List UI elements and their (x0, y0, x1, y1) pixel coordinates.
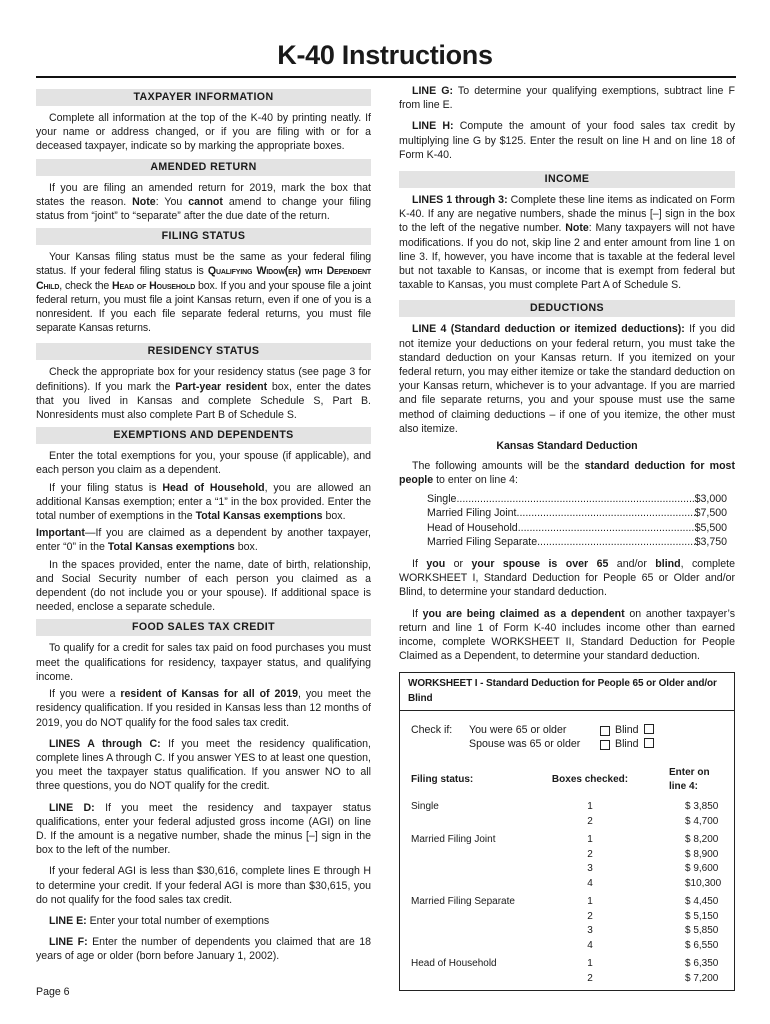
you-blind-item: Blind (615, 723, 654, 738)
table-row: Single 1 $ 3,850 (411, 801, 719, 813)
standard-deduction-intro: The following amounts will be the standard deduction for most people to enter on line 4: (399, 460, 735, 487)
section-heading-residency: RESIDENCY STATUS (36, 343, 371, 360)
title-rule (36, 76, 736, 78)
check-row-you (411, 723, 726, 738)
page-number: Page 6 (36, 986, 70, 998)
std-row: Married Filing Joint ..... $7,500 (427, 506, 735, 521)
col-enter-line-4: Enter on line 4: (669, 766, 710, 793)
section-heading-amended: AMENDED RETURN (36, 159, 371, 176)
amended-paragraph: If you are filing an amended return for 2019, mark the box that states the reason. Note: You cannot amend to change your filing status from “joint” to “separate” after the due date of the return. (36, 181, 372, 223)
worksheet-1 (399, 672, 735, 991)
table-row: Married Filing Separate 1 $ 4,450 (411, 896, 719, 908)
you-65-checkbox[interactable] (600, 726, 610, 736)
section-heading-food-sales: FOOD SALES TAX CREDIT (36, 619, 371, 636)
col-boxes-checked: Boxes checked: (551, 773, 629, 785)
filing-status-paragraph: Your Kansas filing status must be the same as your federal filing status. If your federal filing status is Qualifying Widow(er) with Dependent Child, check the Head of Household box. If you and your spouse file a joint federal return, you must file a joint Kansas return, even if one of you is a nonresident. If you each file separate federal returns, you must file separate Kansas returns. (36, 251, 372, 335)
spouse-blind-item: Blind (615, 737, 654, 752)
section-heading-taxpayer: TAXPAYER INFORMATION (36, 89, 371, 106)
table-row: 2 $ 5,150 (587, 910, 719, 922)
table-row: 2 $ 7,200 (587, 972, 719, 984)
table-row: 4 $10,300 (587, 877, 722, 889)
standard-deduction-title: Kansas Standard Deduction (496, 440, 638, 453)
food-agi-paragraph: If your federal AGI is less than $30,616, complete lines E through H to determine your credit. If your federal AGI is more than $30,615, you do not qualify for the food sales tax credit. (36, 865, 371, 906)
page-title: K-40 Instructions (277, 40, 493, 70)
table-row: 2 $ 4,700 (587, 815, 719, 827)
table-row: Head of Household 1 $ 6,350 (411, 958, 719, 970)
deductions-line-4: LINE 4 (Standard deduction or itemized deductions): If you did not itemize your deductions on your federal return, you must take the standard deduction on your Kansas return. If you itemized on your federal return, you may either itemize or take the standard deduction on your Kansas return, whichever is to your advantage. If you are married and file separate returns, you and your spouse must use the same method of claiming deductions – if one of you itemize, the other must also itemize. (399, 323, 735, 435)
food-lines-a-c: LINES A through C: If you meet the residency qualification, complete lines A through C. If you answer YES to at least one question, you meet the taxpayer status qualification. If you answer NO to all three questions, you do NOT qualify for the credit. (36, 737, 371, 793)
food-line-e: LINE E: Enter your total number of exemptions (49, 914, 270, 927)
col-filing-status: Filing status: (411, 773, 474, 785)
worksheet-body (400, 711, 734, 990)
taxpayer-paragraph: Complete all information at the top of the K-40 by printing neatly. If your name or address changed, or if you are filing with or for a deceased taxpayer, indicate so by marking the appropriate boxes. (36, 112, 371, 153)
line-h-paragraph: LINE H: Compute the amount of your food sales tax credit by multiplying line G by $125. Enter the result on line H and on line 18 of Form K-40. (399, 120, 735, 161)
exemptions-paragraph-4: In the spaces provided, enter the name, date of birth, relationship, and Social Security number of each person you claimed as a dependent (do not include you or your spouse). If additional space is needed, enclose a separate schedule. (36, 558, 371, 614)
worksheet-table (411, 766, 726, 986)
check-row-spouse (411, 737, 726, 752)
spouse-blind-checkbox[interactable] (644, 738, 654, 748)
table-row: 3 $ 5,850 (587, 925, 719, 937)
line-g-paragraph: LINE G: To determine your qualifying exemptions, subtract line F from line E. (399, 85, 736, 112)
over-65-paragraph: If you or your spouse is over 65 and/or blind, complete WORKSHEET I, Standard Deduction for People 65 or Older and/or Blind, to determine your standard deduction. (399, 558, 735, 599)
section-heading-deductions: DEDUCTIONS (399, 300, 735, 317)
you-blind-checkbox[interactable] (644, 724, 654, 734)
food-paragraph-1: To qualify for a credit for sales tax paid on food purchases you must meet the qualifications for residency, taxpayer status, and qualifying income. (36, 642, 371, 683)
food-line-d: LINE D: If you meet the residency and taxpayer status qualifications, enter your federal adjusted gross income (AGI) on line D. If the amount is a negative number, shade the minus [–] sign in the box to the left of the number. (36, 801, 371, 857)
food-paragraph-2: If you were a resident of Kansas for all of 2019, you meet the residency qualification. If you resided in Kansas less than 12 months of 2019, you do NOT qualify for the food sales tax credit. (36, 688, 371, 729)
section-heading-income: INCOME (399, 171, 735, 188)
residency-paragraph: Check the appropriate box for your residency status (see page 3 for definitions). If you mark the Part-year resident box, enter the dates that you lived in Kansas and complete Schedule S, Part B. Nonresidents must also complete Part B of Schedule S. (36, 366, 371, 422)
standard-deduction-list (427, 492, 735, 550)
std-row: Head of Household ..... $5,500 (427, 521, 735, 536)
spouse-65-checkbox[interactable] (600, 740, 610, 750)
worksheet-heading: WORKSHEET I - Standard Deduction for People 65 or Older and/or Blind (400, 673, 734, 710)
you-65-item: You were 65 or older (469, 723, 615, 738)
exemptions-paragraph-3: Important—If you are claimed as a dependent by another taxpayer, enter “0” in the Total Kansas exemptions box. (36, 527, 371, 554)
income-paragraph: LINES 1 through 3: Complete these line items as indicated on Form K-40. If any are negative numbers, shade the minus [–] sign in the box to the left of the negative number. Note: Many taxpayers will not have modifications. If you do not, skip line 2 and enter amount from line 1 on line 3. If, however, you have income that is taxable at the federal level but not taxable to Kansas, or income that is exempt from federal but taxable to Kansas, you must complete Part A of Schedule S. (399, 194, 735, 292)
table-row: 2 $ 8,900 (587, 848, 719, 860)
table-row: 3 $ 9,600 (587, 863, 719, 875)
right-column (399, 84, 735, 991)
spouse-65-item: Spouse was 65 or older (469, 737, 615, 752)
left-column (36, 84, 371, 967)
table-row: Married Filing Joint 1 $ 8,200 (411, 834, 719, 846)
food-line-f: LINE F: Enter the number of dependents you claimed that are 18 years of age or older (born before January 1, 2002). (36, 936, 371, 963)
section-heading-exemptions: EXEMPTIONS AND DEPENDENTS (36, 427, 371, 444)
exemptions-paragraph-2: If your filing status is Head of Household, you are allowed an additional Kansas exemption; enter a “1” in the box provided. Enter the total number of exemptions in the Total Kansas exemptions box. (36, 481, 371, 523)
section-heading-filing-status: FILING STATUS (36, 228, 371, 245)
exemptions-paragraph-1: Enter the total exemptions for you, your spouse (if applicable), and each person you claim as a dependent. (36, 450, 371, 477)
dependent-paragraph: If you are being claimed as a dependent on another taxpayer’s return and line 1 of Form K-40 includes income other than earned income, complete WORKSHEET II, Standard Deduction for People Claimed as a Dependent, to determine your standard deduction. (399, 607, 735, 663)
std-row: Married Filing Separate ..... $3,750 (427, 535, 735, 550)
check-if-label: Check if: (411, 723, 453, 736)
table-row: 4 $ 6,550 (587, 939, 719, 951)
std-row: Single ..... $3,000 (427, 492, 735, 507)
